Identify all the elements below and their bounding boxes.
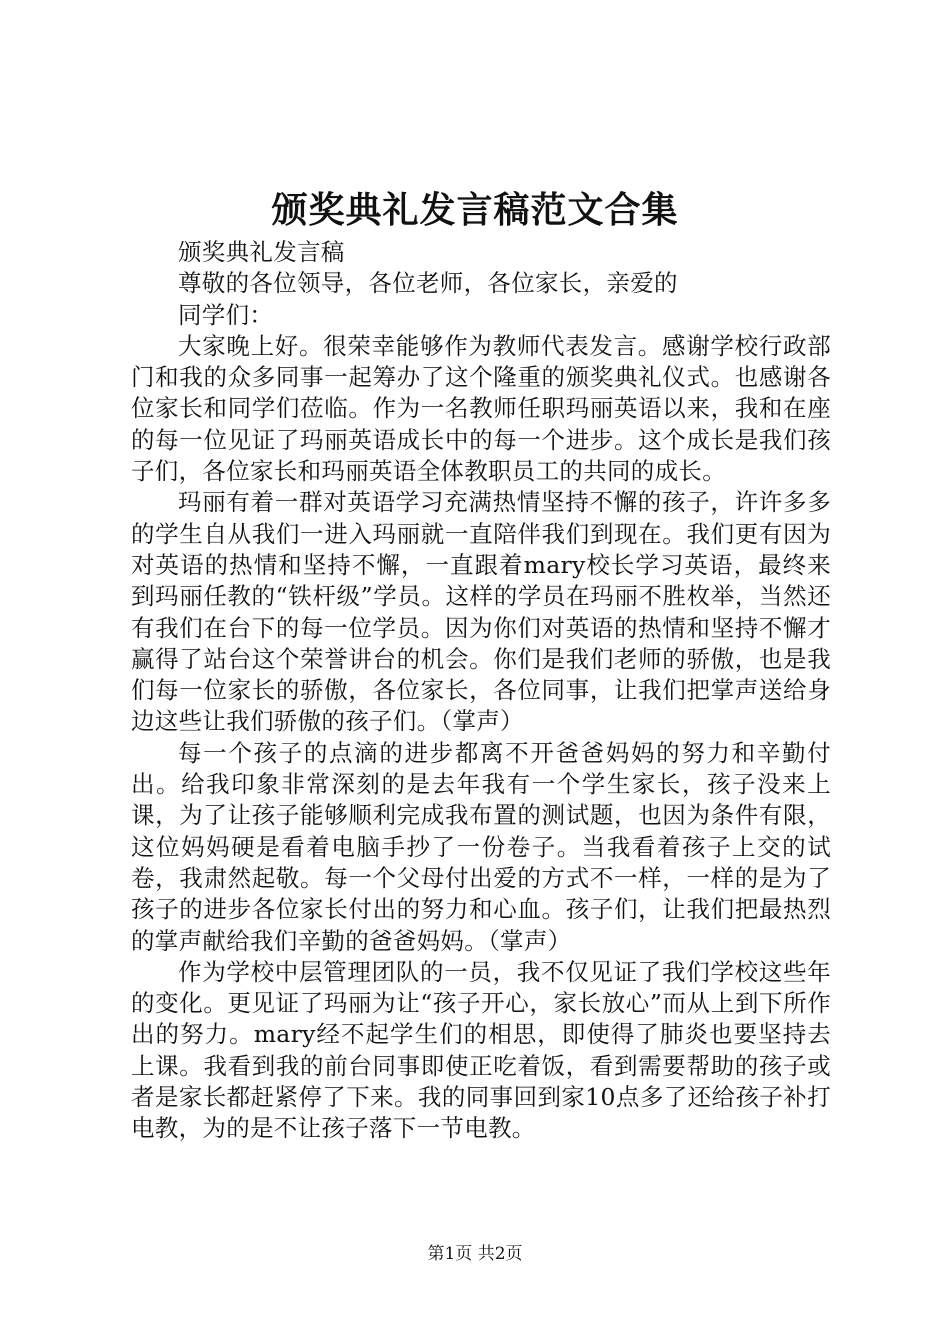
body-paragraph: 每一个孩子的点滴的进步都离不开爸爸妈妈的努力和辛勤付出。给我印象非常深刻的是去年我有一个学生家长，孩子没来上课，为了让孩子能够顺利完成我布置的测试题，也因为条件有限，这位妈妈硬是看着电脑手抄了一份卷子。当我看着孩子上交的试卷，我肃然起敬。每一个父母付出爱的方式不一样，一样的是为了孩子的进步各位家长付出的努力和心血。孩子们，让我们把最热烈的掌声献给我们辛勤的爸爸妈妈。（掌声） [131,738,831,955]
page-footer: 第1页 共2页 [427,1244,523,1264]
document-body [131,237,831,1145]
subtitle-paragraph: 颁奖典礼发言稿 [178,238,345,266]
body-paragraph: 玛丽有着一群对英语学习充满热情坚持不懈的孩子，许许多多的学生自从我们一进入玛丽就一直陪伴我们到现在。我们更有因为对英语的热情和坚持不懈，一直跟着mary校长学习英语，最终来到玛丽任教的“铁杆级”学员。这样的学员在玛丽不胜枚举，当然还有我们在台下的每一位学员。因为你们对英语的热情和坚持不懈才赢得了站台这个荣誉讲台的机会。你们是我们老师的骄傲，也是我们每一位家长的骄傲，各位家长，各位同事，让我们把掌声送给身边这些让我们骄傲的孩子们。（掌声） [131,488,831,736]
salutation-line-2: 同学们： [178,300,274,329]
salutation-line-1: 尊敬的各位领导，各位老师，各位家长，亲爱的 [178,269,678,298]
document-title: 颁奖典礼发言稿范文合集 [271,189,679,231]
body-paragraph: 作为学校中层管理团队的一员，我不仅见证了我们学校这些年的变化。更见证了玛丽为让“孩子开心，家长放心”而从上到下所作出的努力。mary经不起学生们的相思，即使得了肺炎也要坚持去上课。我看到我的前台同事即使正吃着饭，看到需要帮助的孩子或者是家长都赶紧停了下来。我的同事回到家10点多了还给孩子补打电教，为的是不让孩子落下一节电教。 [131,957,831,1143]
body-paragraph: 大家晚上好。很荣幸能够作为教师代表发言。感谢学校行政部门和我的众多同事一起筹办了这个隆重的颁奖典礼仪式。也感谢各位家长和同学们莅临。作为一名教师任职玛丽英语以来，我和在座的每一位见证了玛丽英语成长中的每一个进步。这个成长是我们孩子们，各位家长和玛丽英语全体教职员工的共同的成长。 [131,331,831,486]
